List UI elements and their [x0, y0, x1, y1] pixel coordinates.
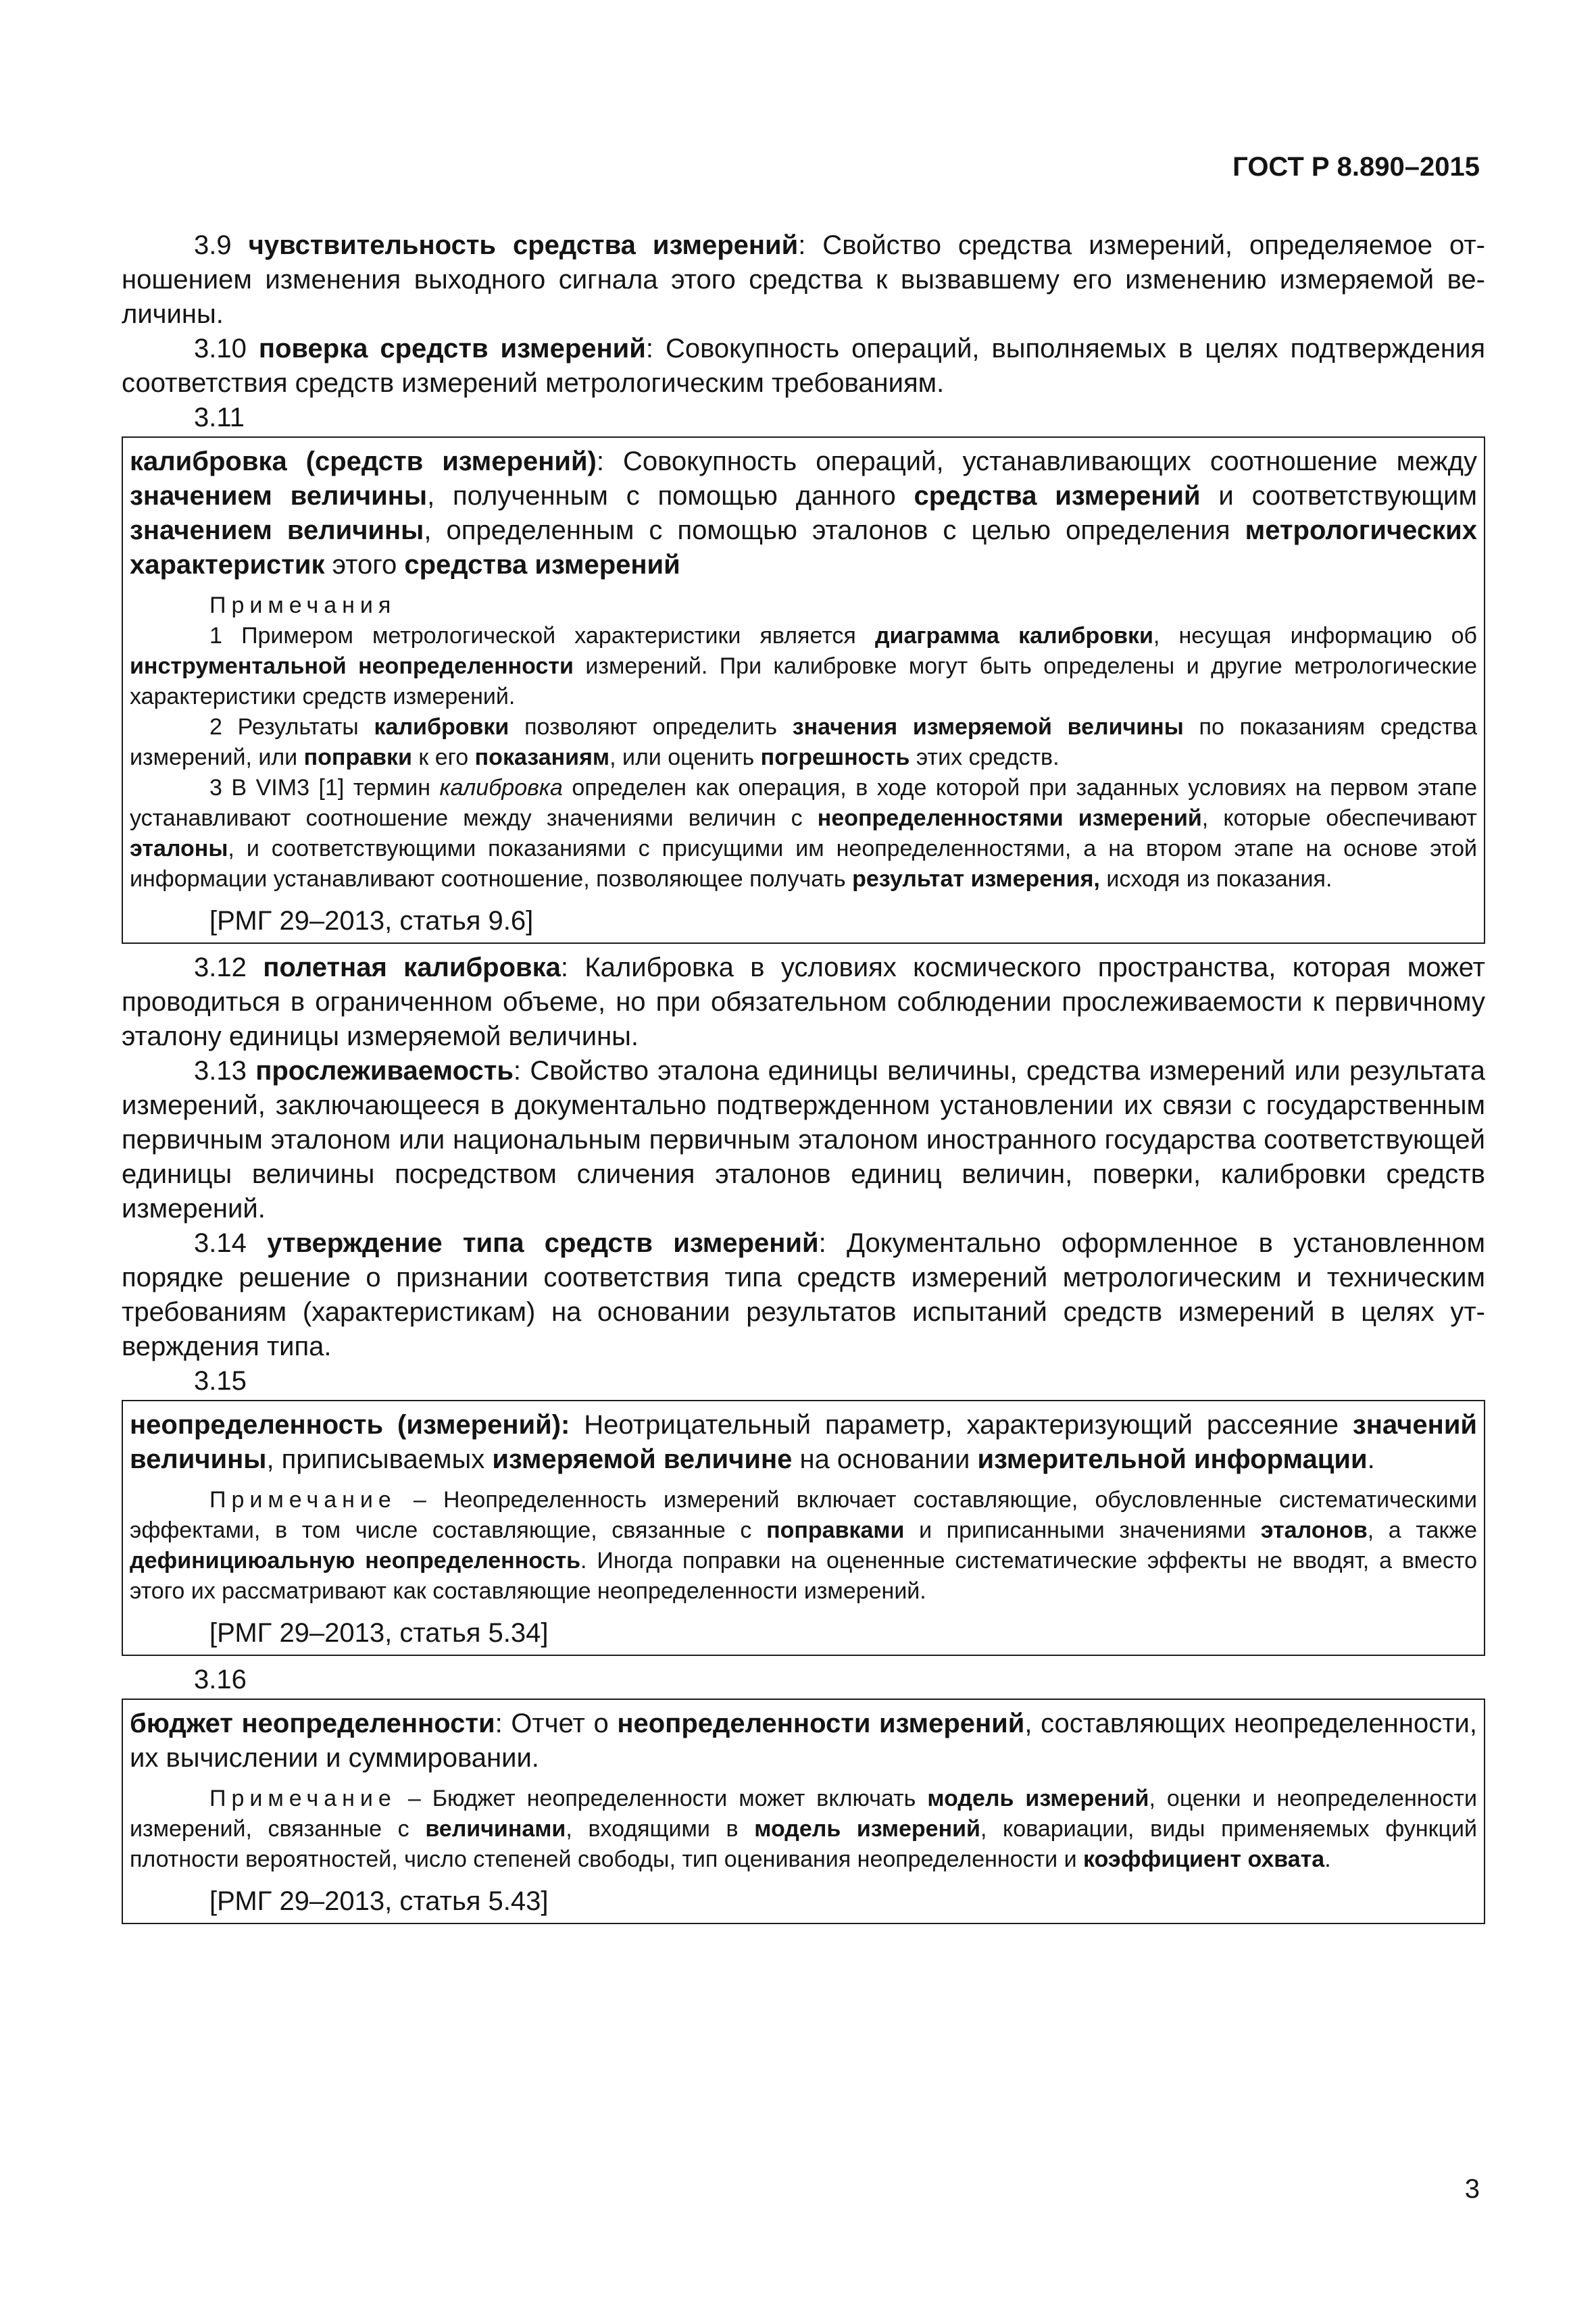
section-3-12: 3.12 полетная калибровка: Калибровка в условиях космического пространства, которая может проводиться в ограниченном объеме, но при обязательном соблюдении прослеживаемости к первичному эталону единицы измеряемой величины.: [122, 953, 1485, 1051]
document-code: ГОСТ Р 8.890–2015: [1232, 152, 1480, 182]
definition-text: бюджет неопределенности: Отчет о неопределенности измерений, составляющих неопределенности, их вычислении и суммировании.: [130, 1709, 1477, 1773]
definition-text: неопределенность (измерений): Неотрицательный параметр, характеризующий рассеяние значений величины, приписываемых измеряемой величине на основании измерительной информации.: [130, 1410, 1477, 1474]
page-number: 3: [1464, 2174, 1480, 2204]
section-3-11-number: 3.11: [194, 403, 245, 432]
section-3-16-number: 3.16: [194, 1665, 247, 1694]
definition-text: калибровка (средств измерений): Совокупность операций, устанавливающих соотношение между значением величины, полученным с помощью данного средства измерений и соответствующим значением величины, определенным с помощью эталонов с целью определения метрологических характеристик этого средства измерений: [130, 447, 1478, 580]
note: Примечание – Бюджет неопределенности может включать модель измерений, оценки и неопределенности измерений, связанные с величинами, входящими в модель измерений, ковариации, виды применяемых функций плотности вероятностей, число степеней свободы, тип оценивания неопределенности и коэффициент охвата.: [130, 1786, 1477, 1872]
note: Примечание – Неопределенность измерений включает составляющие, обусловленные систематическими эффектами, в том числе составляющие, связанные с поправками и приписанными значениями эталонов, а также дефинициюальную неопределенность. Иногда поправки на оцененные систематические эффекты не вводят, а вместо этого их рассматривают как составляющие неопределенности измерений.: [130, 1487, 1477, 1604]
document-body: [122, 228, 1485, 1931]
section-3-14: 3.14 утверждение типа средств измерений: Документально оформленное в установленном порядке решение о признании соответствия типа средств измерений метрологическим и техническим требованиям (характеристикам) на основании результатов испытаний средств измерений в целях утверждения типа.: [122, 1228, 1485, 1361]
notes-label: Примечания: [209, 593, 397, 618]
note-2: 2 Результаты калибровки позволяют определить значения измеряемой величины по показаниям средства измерений, или поправки к его показаниям, или оценить погрешность этих средств.: [130, 714, 1477, 770]
source-reference: [РМГ 29–2013, статья 5.34]: [209, 1618, 549, 1648]
term: поверка средств измерений: [258, 334, 646, 363]
note-label: Примечание: [209, 1786, 397, 1811]
note-1: 1 Примером метрологической характеристики является диаграмма калибровки, несущая информацию об инструментальной неопределенности измерений. При калибровке могут быть определены и другие метрологические характеристики средств измерений.: [130, 623, 1477, 709]
note-label: Примечание: [209, 1487, 397, 1513]
source-reference: [РМГ 29–2013, статья 5.43]: [209, 1886, 549, 1916]
term: полетная калибровка: [263, 953, 561, 982]
definition-box-3-16: [122, 1699, 1485, 1924]
term: прослеживаемость: [255, 1056, 514, 1086]
section-3-9: 3.9 чувствительность средства измерений: Свойство средства измерений, определяемое отношением изменения выходного сигнала этого средства к вызвавшему его изменению измеряемой величины.: [122, 230, 1485, 329]
section-3-15-number: 3.15: [194, 1366, 247, 1396]
definition-box-3-15: [122, 1400, 1485, 1656]
section-3-10: 3.10 поверка средств измерений: Совокупность операций, выполняемых в целях подтверждения соответствия средств измерений метрологическим требованиям.: [122, 334, 1485, 398]
section-3-13: 3.13 прослеживаемость: Свойство эталона единицы величины, средства измерений или результата измерений, заключающееся в документально подтвержденном установлении их связи с государственным первичным эталоном или национальным первичным эталоном иностранного государства соответствующей единицы величины посредством сличения эталонов единиц величин, поверки, калибровки средств измерений.: [122, 1056, 1485, 1224]
source-reference: [РМГ 29–2013, статья 9.6]: [209, 906, 534, 936]
definition-box-3-11: [122, 436, 1485, 944]
term: чувствительность средства измерений: [248, 230, 799, 260]
note-3: 3 В VIM3 [1] термин калибровка определен как операция, в ходе которой при заданных условиях на первом этапе устанавливают соотношение между значениями величин с неопределенностями измерений, которые обеспечивают эталоны, и соответствующими показаниями с присущими им неопределенностями, а на втором этапе на основе этой информации устанавливают соотношение, позволяющее получать результат измерения, исходя из показания.: [130, 775, 1477, 892]
term: утверждение типа средств измерений: [267, 1228, 819, 1258]
